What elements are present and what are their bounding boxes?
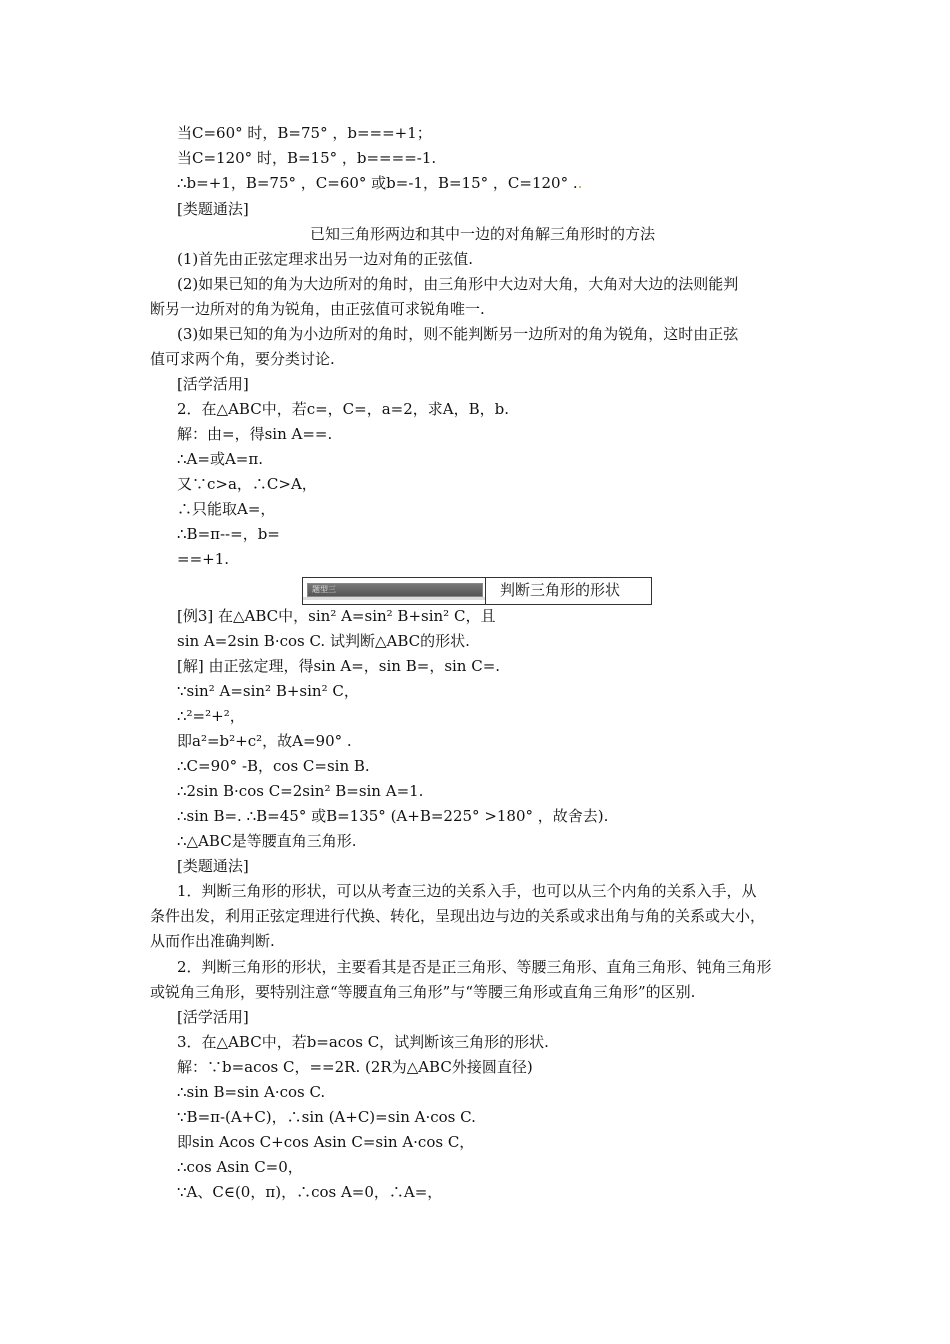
text-line: 解：∵b=acos C，==2R. (2R为△ABC外接圆直径) — [177, 1058, 533, 1076]
text-line: ∵B=π-(A+C)，∴sin (A+C)=sin A·cos C. — [177, 1108, 476, 1126]
text-line: [例3] 在△ABC中，sin² A=sin² B+sin² C，且 — [177, 607, 496, 625]
text-line: 又∵c>a，∴C>A， — [177, 475, 317, 493]
text-line: sin A=2sin B·cos C. 试判断△ABC的形状. — [177, 632, 470, 650]
text-line: 值可求两个角，要分类讨论. — [150, 350, 335, 368]
section-tag-label: 题型三 — [312, 585, 336, 594]
text-line: ∴只能取A=， — [177, 500, 276, 518]
text-line: 3．在△ABC中，若b=acos C，试判断该三角形的形状. — [177, 1033, 549, 1051]
banner-divider — [485, 578, 486, 604]
section-tag — [307, 583, 483, 597]
text-line: [解] 由正弦定理，得sin A=，sin B=，sin C=. — [177, 657, 501, 675]
text-line: ∴²=²+²， — [177, 707, 245, 725]
text-line-content: ∴b=+1，B=75° ，C=60° 或b=-1，B=15° ，C=120° . — [177, 174, 578, 192]
text-line: 即sin Acos C+cos Asin C=sin A·cos C， — [177, 1133, 475, 1151]
text-line: 当C=120° 时，B=15° ，b====-1. — [177, 149, 437, 167]
text-line: 即a²=b²+c²，故A=90° . — [177, 732, 352, 750]
banner-stripe — [303, 597, 485, 600]
text-line: 从而作出准确判断. — [150, 932, 275, 950]
text-line: ∵sin² A=sin² B+sin² C， — [177, 682, 359, 700]
section-label: [类题通法] — [177, 857, 249, 875]
text-line: 2．判断三角形的形状，主要看其是否是正三角形、等腰三角形、直角三角形、钝角三角形 — [177, 958, 772, 976]
text-line: ∴cos Asin C=0， — [177, 1158, 303, 1176]
highlight-mark: . — [577, 174, 583, 192]
text-line: ∴2sin B·cos C=2sin² B=sin A=1. — [177, 782, 424, 800]
text-line: (1)首先由正弦定理求出另一边对角的正弦值. — [177, 250, 474, 268]
text-line: ∴C=90° -B，cos C=sin B. — [177, 757, 370, 775]
section-label: [类题通法] — [177, 200, 249, 218]
text-line: 条件出发，利用正弦定理进行代换、转化，呈现出边与边的关系或求出角与角的关系或大小， — [150, 907, 766, 925]
section-label: [活学活用] — [177, 1008, 249, 1026]
text-line: 断另一边所对的角为锐角，由正弦值可求锐角唯一. — [150, 300, 485, 318]
text-line: ∵A、C∈(0，π)，∴cos A=0，∴A=， — [177, 1183, 443, 1201]
text-line: 解：由=，得sin A==. — [177, 425, 333, 443]
text-line: 1．判断三角形的形状，可以从考查三边的关系入手，也可以从三个内角的关系入手，从 — [177, 882, 757, 900]
text-line: ∴sin B=sin A·cos C. — [177, 1083, 326, 1101]
text-line: ∴sin B=. ∴B=45° 或B=135° (A+B=225° >180° ，故舍去). — [177, 807, 609, 825]
text-line — [177, 172, 582, 194]
section-heading: 已知三角形两边和其中一边的对角解三角形时的方法 — [310, 225, 656, 243]
text-line: 当C=60° 时，B=75° ，b===+1； — [177, 124, 432, 142]
section-label: [活学活用] — [177, 375, 249, 393]
banner-title: 判断三角形的形状 — [500, 581, 621, 599]
text-line: (2)如果已知的角为大边所对的角时，由三角形中大边对大角，大角对大边的法则能判 — [177, 275, 739, 293]
text-line: ∴△ABC是等腰直角三角形. — [177, 832, 357, 850]
text-line: 或锐角三角形，要特别注意“等腰直角三角形”与“等腰三角形或直角三角形”的区别. — [150, 983, 696, 1001]
text-line: ==+1. — [177, 550, 230, 568]
text-line: ∴B=π--=，b= — [177, 525, 280, 543]
text-line: ∴A=或A=π. — [177, 450, 263, 468]
section-banner — [302, 577, 652, 605]
text-line: (3)如果已知的角为小边所对的角时，则不能判断另一边所对的角为锐角，这时由正弦 — [177, 325, 739, 343]
text-line: 2．在△ABC中，若c=，C=，a=2，求A，B，b. — [177, 400, 509, 418]
